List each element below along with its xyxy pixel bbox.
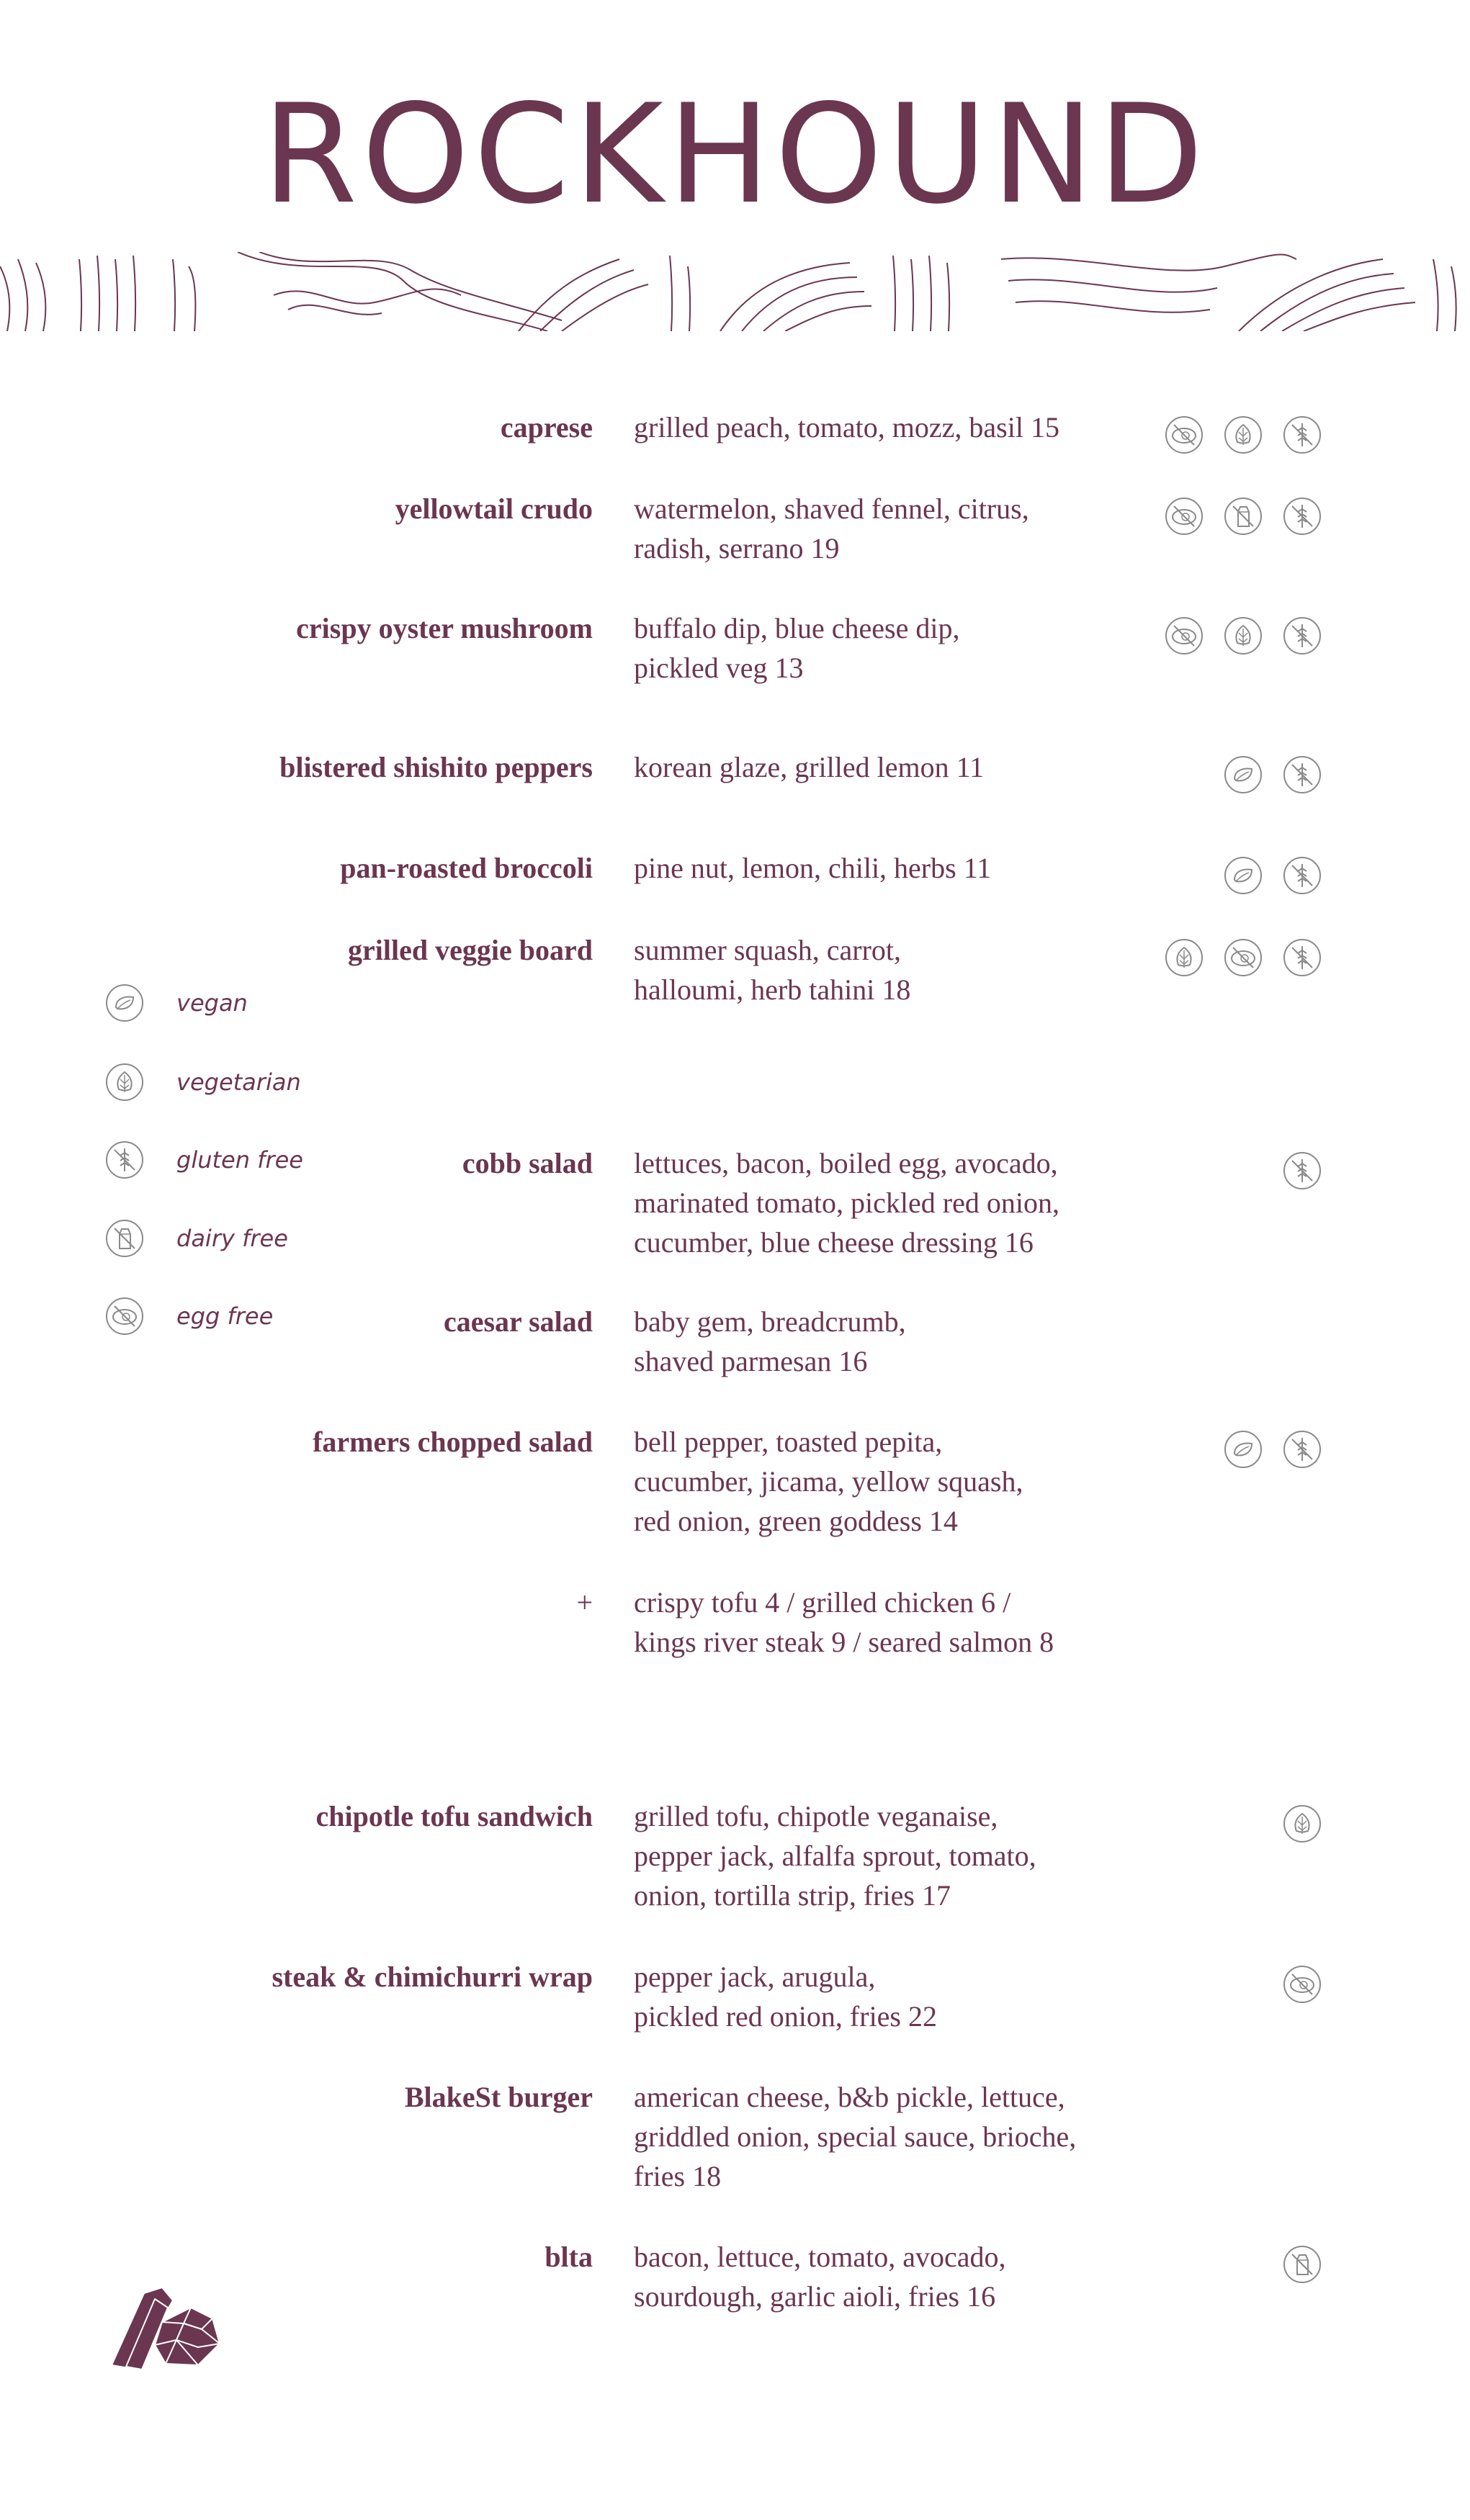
legend-label: egg free [176,1302,274,1330]
item-description: pine nut, lemon, chili, herbs 11 [634,852,992,884]
dietary-icons [1204,755,1322,795]
topographic-pattern [0,252,1470,331]
legend-row-vegan [101,983,339,1026]
item-name: steak & chimichurri wrap [272,1961,593,1993]
item-name: blistered shishito peppers [279,751,593,783]
item-name: caprese [500,411,593,444]
gluten-free-icon [104,1140,145,1180]
addon-description: crispy tofu 4 / grilled chicken 6 / kings river steak 9 / seared salmon 8 [634,1586,1054,1658]
item-name: chipotle tofu sandwich [315,1800,593,1832]
dietary-icons [1263,1964,1322,2004]
vegetarian-icon [1223,415,1263,455]
item-name: cobb salad [462,1147,593,1179]
gluten-free-icon [1282,937,1322,978]
legend-label: vegan [176,989,248,1017]
item-description: bacon, lettuce, tomato, avocado, sourdough, garlic aioli, fries 16 [634,2241,1006,2313]
dietary-icons [1263,1804,1322,1844]
item-name: blta [544,2241,593,2273]
dietary-icons [1145,496,1322,536]
dietary-icons [1263,1151,1322,1191]
item-description: baby gem, breadcrumb, shaved parmesan 16 [634,1305,906,1377]
legend-row-dairy-free [101,1218,339,1261]
item-description: grilled tofu, chipotle veganaise, pepper jack, alfalfa sprout, tomato, onion, tortilla strip, fries 17 [634,1800,1036,1912]
item-name: yellowtail crudo [395,492,593,525]
item-name: grilled veggie board [348,934,593,966]
vegetarian-icon [1164,937,1204,978]
dietary-icons [1145,415,1322,455]
item-name: pan-roasted broccoli [340,852,593,884]
legend-row-egg-free [101,1296,339,1339]
item-description: grilled peach, tomato, mozz, basil 15 [634,411,1059,444]
item-description: american cheese, b&b pickle, lettuce, griddled onion, special sauce, brioche, fries 18 [634,2081,1077,2192]
gluten-free-icon [1282,855,1322,896]
gluten-free-icon [1282,1151,1322,1191]
gluten-free-icon [1282,616,1322,656]
dairy-free-icon [1282,2244,1322,2285]
item-description: watermelon, shaved fennel, citrus, radish, serrano 19 [634,492,1029,564]
legend-row-gluten-free [101,1140,339,1183]
gluten-free-icon [1282,415,1322,455]
item-description: pepper jack, arugula, pickled red onion, fries 22 [634,1961,937,2033]
item-name: BlakeSt burger [404,2081,593,2113]
item-name: caesar salad [443,1305,593,1338]
egg-free-icon [1223,937,1263,978]
egg-free-icon [1164,415,1204,455]
item-description: summer squash, carrot, halloumi, herb tahini 18 [634,934,911,1006]
egg-free-icon [104,1296,145,1336]
vegan-icon [1223,1429,1263,1470]
restaurant-title: ROCKHOUND [262,75,1208,234]
gluten-free-icon [1282,496,1322,536]
legend-row-vegetarian [101,1062,339,1105]
legend-label: gluten free [176,1146,303,1174]
dietary-icons [1145,616,1322,656]
item-description: korean glaze, grilled lemon 11 [634,751,985,783]
vegan-icon [104,983,145,1023]
dairy-free-icon [104,1218,145,1259]
gem-crystal-logo-icon [104,2279,248,2372]
dietary-icons [1145,937,1322,978]
item-name: farmers chopped salad [313,1426,593,1458]
vegetarian-icon [1282,1804,1322,1844]
vegan-icon [1223,755,1263,795]
egg-free-icon [1164,616,1204,656]
dietary-icons [1263,2244,1322,2285]
vegan-icon [1223,855,1263,896]
egg-free-icon [1164,496,1204,536]
egg-free-icon [1282,1964,1322,2004]
gluten-free-icon [1282,1429,1322,1470]
item-name: crispy oyster mushroom [296,612,593,644]
addon-symbol: + [576,1586,593,1619]
dietary-icons [1204,1429,1322,1470]
legend-label: vegetarian [176,1068,301,1096]
gluten-free-icon [1282,755,1322,795]
item-description: lettuces, bacon, boiled egg, avocado, marinated tomato, pickled red onion, cucumber, blue cheese dressing 16 [634,1147,1059,1259]
vegetarian-icon [104,1062,145,1102]
item-description: bell pepper, toasted pepita, cucumber, jicama, yellow squash, red onion, green goddess 14 [634,1426,1023,1537]
vegetarian-icon [1223,616,1263,656]
dairy-free-icon [1223,496,1263,536]
dietary-icons [1204,855,1322,896]
legend-label: dairy free [176,1225,288,1252]
item-description: buffalo dip, blue cheese dip, pickled veg 13 [634,612,960,684]
